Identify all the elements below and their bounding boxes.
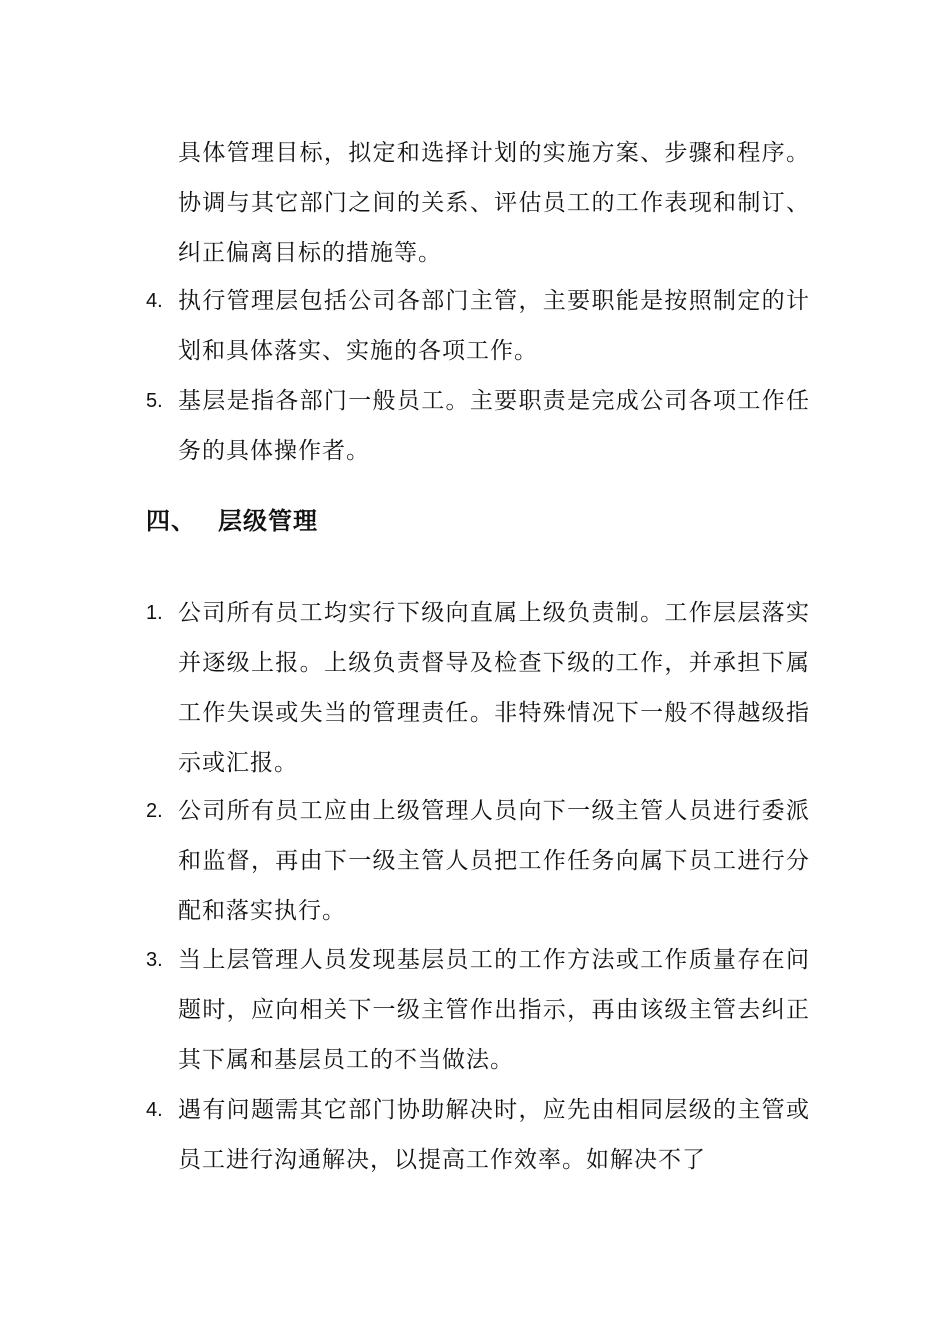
list-number: 1. [146,602,163,624]
list-item-text: 公司所有员工均实行下级向直属上级负责制。工作层层落实并逐级上报。上级负责督导及检查下级的工作，并承担下属工作失误或失当的管理责任。非特殊情况下一般不得越级指示或汇报。 [178,600,810,776]
list-number: 3. [146,949,163,971]
section-title: 层级管理 [218,507,318,535]
list-item-text: 当上层管理人员发现基层员工的工作方法或工作质量存在问题时，应向相关下一级主管作出指示，再由该级主管去纠正其下属和基层员工的不当做法。 [178,947,810,1073]
list-number: 5. [146,390,163,412]
section-heading [146,496,318,546]
list-number: 4. [146,1099,163,1121]
list-item-text: 基层是指各部门一般员工。主要职责是完成公司各项工作任务的具体操作者。 [178,388,810,464]
list-number: 4. [146,290,163,312]
list-item-text: 遇有问题需其它部门协助解决时，应先由相同层级的主管或员工进行沟通解决，以提高工作效率。如解决不了 [178,1097,810,1173]
list-item-text: 公司所有员工应由上级管理人员向下一级主管人员进行委派和监督，再由下一级主管人员把工作任务向属下员工进行分配和落实执行。 [178,798,810,924]
list-item-text: 执行管理层包括公司各部门主管，主要职能是按照制定的计划和具体落实、实施的各项工作。 [178,288,810,364]
list-item-continuation: 具体管理目标，拟定和选择计划的实施方案、步骤和程序。协调与其它部门之间的关系、评估员工的工作表现和制订、纠正偏离目标的措施等。 [178,140,810,266]
section-number: 四、 [146,507,196,535]
list-number: 2. [146,800,163,822]
